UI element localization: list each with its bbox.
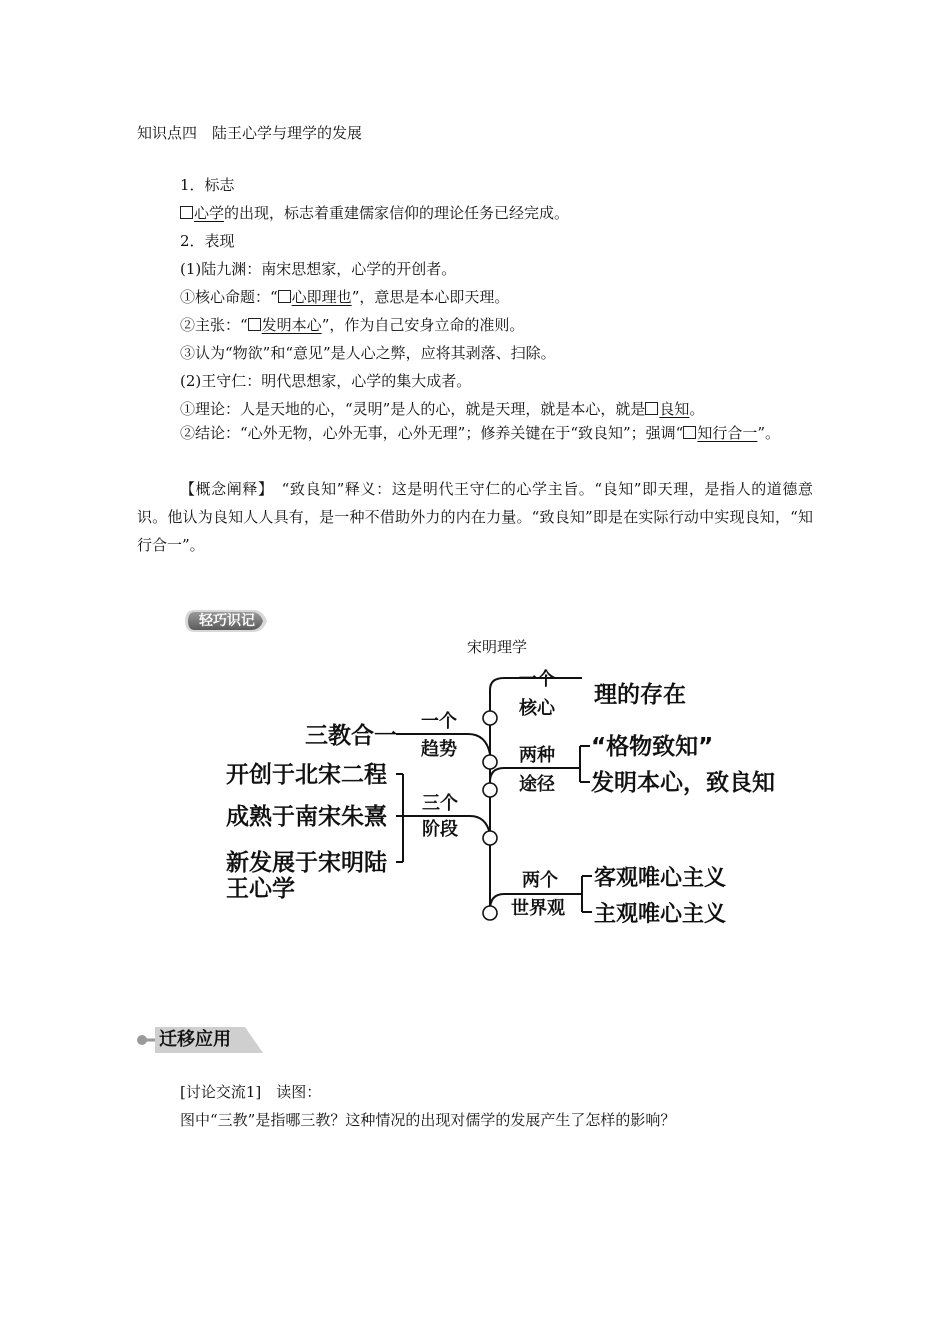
node-circle — [483, 755, 497, 769]
line-p1: (1)陆九渊：南宋思想家，心学的开创者。 — [180, 260, 457, 278]
stage-label-1: 三个 — [422, 793, 458, 814]
trend-label-1: 一个 — [421, 711, 457, 732]
line-text: ①理论：人是天地的心，“灵明”是人的心，就是天理，就是本心，就是 — [180, 400, 646, 418]
world-label-2: 世界观 — [511, 898, 565, 919]
core-label-1: 一个 — [519, 669, 555, 690]
line-text: 的出现，标志着重建儒家信仰的理论任务已经完成。 — [224, 204, 570, 222]
line-a3: ③认为“物欲”和“意见”是人心之弊，应将其剥落、扫除。 — [180, 344, 556, 362]
world-value-2: 主观唯心主义 — [594, 902, 727, 927]
song-ming-neo-confucianism-diagram — [0, 630, 950, 930]
diagram-title: 宋明理学 — [466, 638, 528, 656]
path-label-2: 途径 — [519, 774, 555, 795]
path-value-1: “格物致知” — [591, 734, 714, 760]
line-text: ”，意思是本心即天理。 — [351, 288, 510, 306]
line-b1 — [180, 399, 704, 419]
line-1 — [180, 203, 569, 223]
answer-text: 知行合一 — [697, 424, 758, 442]
line-text: ①核心命题：“ — [180, 288, 278, 306]
badge-label: 迁移应用 — [159, 1029, 231, 1050]
stage-item-2: 成熟于南宋朱熹 — [226, 804, 387, 830]
concept-label: 【概念阐释】 — [180, 480, 267, 498]
path-label-1: 两种 — [519, 745, 555, 766]
answer-box — [278, 290, 291, 303]
path-value-2: 发明本心，致良知 — [591, 770, 775, 796]
marker-2: 2．表现 — [180, 232, 235, 250]
left-top-node: 三教合一 — [305, 723, 397, 749]
answer-box — [180, 206, 193, 219]
answer-text: 心即理也 — [291, 288, 352, 306]
core-value: 理的存在 — [594, 682, 686, 708]
stage-label-2: 阶段 — [422, 819, 458, 840]
trend-label-2: 趋势 — [421, 739, 457, 760]
node-circle — [483, 783, 497, 797]
discussion-question: 图中“三教”是指哪三教？这种情况的出现对儒学的发展产生了怎样的影响？ — [180, 1111, 676, 1129]
badge-label: 轻巧识记 — [199, 613, 255, 629]
line-b2 — [137, 419, 813, 447]
line-p2: (2)王守仁：明代思想家，心学的集大成者。 — [180, 372, 472, 390]
concept-text: “致良知”释义：这是明代王守仁的心学主旨。“良知”即天理，是指人的道德意识。他认为良知人人具有，是一种不借助外力的内在力量。“致良知”即是在实际行动中实现良知，“知行合一”。 — [137, 480, 813, 554]
answer-text: 心学 — [194, 204, 225, 222]
stage-item-1: 开创于北宋二程 — [226, 762, 387, 788]
line-text: ②结论：“心外无物，心外无事，心外无理”；修养关键在于“致良知”；强调“ — [180, 424, 684, 442]
stage-item-4: 王心学 — [226, 876, 295, 902]
world-value-1: 客观唯心主义 — [594, 866, 727, 891]
line-text: ②主张：“ — [180, 316, 248, 334]
apply-badge — [135, 1024, 275, 1056]
marker-1: 1．标志 — [180, 176, 235, 194]
line-a1 — [180, 287, 509, 307]
answer-box — [683, 426, 696, 439]
discussion-label: [讨论交流1] 读图： — [180, 1083, 322, 1101]
concept-paragraph — [137, 475, 813, 559]
core-label-2: 核心 — [519, 698, 555, 719]
line-text: ”，作为自己安身立命的准则。 — [321, 316, 525, 334]
node-circle — [483, 906, 497, 920]
world-label-1: 两个 — [522, 870, 558, 891]
answer-box — [645, 402, 658, 415]
answer-text: 发明本心 — [261, 316, 322, 334]
stage-item-3: 新发展于宋明陆 — [226, 850, 387, 876]
answer-box — [248, 318, 261, 331]
node-circle — [483, 831, 497, 845]
line-a2 — [180, 315, 524, 335]
line-text: 。 — [689, 400, 705, 418]
section-title: 知识点四 陆王心学与理学的发展 — [137, 124, 363, 142]
line-text: ”。 — [757, 424, 781, 442]
node-circle — [483, 711, 497, 725]
answer-text: 良知 — [659, 400, 690, 418]
